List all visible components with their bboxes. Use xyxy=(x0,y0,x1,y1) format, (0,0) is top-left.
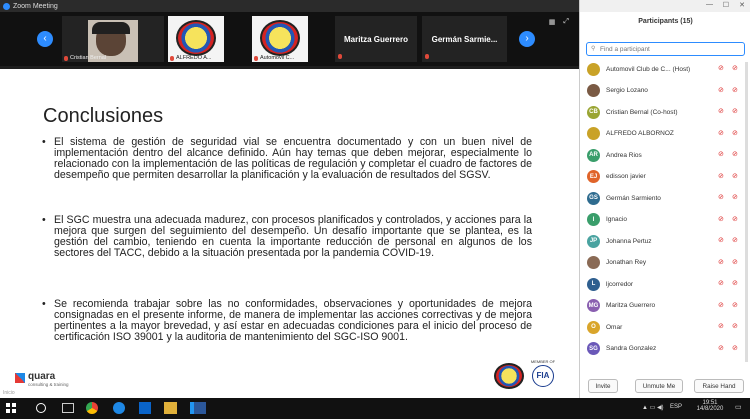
participant-name: Sergio Lozano xyxy=(606,87,648,94)
network-icon[interactable]: ▲ ▭ ◀) xyxy=(642,405,664,411)
avatar: JP xyxy=(587,235,600,248)
avatar: GS xyxy=(587,192,600,205)
participant-row[interactable] xyxy=(580,339,750,359)
file-explorer-icon[interactable] xyxy=(164,402,177,414)
video-off-icon: ⊘ xyxy=(732,301,738,309)
tile-name: Maritza Guerrero xyxy=(343,34,409,44)
video-off-icon: ⊘ xyxy=(732,129,738,137)
muted-mic-icon: ⊘ xyxy=(718,151,724,158)
video-off-icon: ⊘ xyxy=(732,172,738,180)
video-tile[interactable] xyxy=(335,16,417,62)
video-off-icon: ⊘ xyxy=(732,108,738,115)
participant-name: Omar xyxy=(606,323,623,331)
outlook-icon[interactable] xyxy=(139,402,151,414)
participant-row[interactable] xyxy=(580,210,750,230)
tile-name: Automovil C... xyxy=(254,55,294,61)
video-off-icon: ⊘ xyxy=(732,215,738,223)
video-off-icon: ⊘ xyxy=(732,237,738,244)
notifications-icon[interactable]: ▭ xyxy=(735,404,742,411)
avatar xyxy=(587,84,600,97)
window-title: Zoom Meeting xyxy=(13,2,58,10)
video-off-icon: ⊘ xyxy=(732,280,738,287)
participant-row[interactable] xyxy=(580,274,750,294)
participant-row[interactable] xyxy=(580,145,750,165)
participant-name: Ignacio xyxy=(606,216,627,223)
participant-row[interactable] xyxy=(580,231,750,251)
muted-mic-icon xyxy=(64,56,68,61)
muted-mic-icon: ⊘ xyxy=(718,65,724,72)
muted-mic-icon: ⊘ xyxy=(718,237,724,244)
muted-mic-icon: ⊘ xyxy=(718,129,724,137)
muted-mic-icon: ⊘ xyxy=(718,108,724,115)
muted-mic-icon: ⊘ xyxy=(718,172,724,180)
unmute-me-button[interactable]: Unmute Me xyxy=(635,379,683,393)
avatar: CB xyxy=(587,106,600,119)
video-off-icon: ⊘ xyxy=(732,258,738,266)
participant-row[interactable] xyxy=(580,188,750,208)
video-strip xyxy=(0,12,579,66)
muted-mic-icon xyxy=(254,56,258,61)
video-off-icon: ⊘ xyxy=(732,194,738,201)
participant-name: Andrea Rios xyxy=(606,151,642,159)
participant-name: Automovil Club de C... (Host) xyxy=(606,65,691,73)
fia-logo: MEMBER OF FIA xyxy=(528,359,558,389)
video-tile[interactable] xyxy=(62,16,164,62)
participant-row[interactable] xyxy=(580,317,750,337)
prev-page-button[interactable]: ‹ xyxy=(37,31,53,47)
participant-name: ljcorredor xyxy=(606,280,634,288)
participant-name: Cristian Bernal (Co-host) xyxy=(606,108,678,116)
club-logo xyxy=(260,20,300,56)
edge-icon[interactable] xyxy=(113,402,125,414)
muted-mic-icon xyxy=(338,54,342,59)
muted-mic-icon: ⊘ xyxy=(718,194,724,201)
title-bar xyxy=(0,0,579,12)
participant-row[interactable] xyxy=(580,296,750,316)
muted-mic-icon: ⊘ xyxy=(718,215,724,223)
muted-mic-icon: ⊘ xyxy=(718,301,724,309)
quara-logo: quara consulting & training xyxy=(15,371,75,393)
fullscreen-icon[interactable]: ⤢ xyxy=(563,18,569,25)
search-icon: ⚲ xyxy=(591,46,596,52)
gallery-view-icon[interactable]: ▦ xyxy=(548,19,556,26)
slide-bullet: • El sistema de gestión de seguridad vial se encuentra documentado y con un buen nivel de implementación dentro del alcance definido. Aún hay temas que deben mejorar, especialmente lo relacionado con la implementación de las políticas de regulación y completar el cuadro de factores de desempeño que permiten desarrollar la planificación y la evaluación de resultados del SGSV. xyxy=(42,137,532,181)
slide-bullet: • Se recomienda trabajar sobre las no conformidades, observaciones y oportunidades de mejora consignadas en el presente informe, de manera de implementar las acciones correctivas y de mejora pertinentes a la mayor brevedad, y así estar en adecuadas condiciones para el inicio del proceso de certificación ISO 39001 y la auditoria de mantenimiento del SGC-ISO 9001. xyxy=(42,299,532,343)
clock[interactable]: 19:51 14/8/2020 xyxy=(696,400,724,412)
panel-title-bar xyxy=(580,0,750,12)
participant-name: Germán Sarmiento xyxy=(606,194,661,202)
participants-panel xyxy=(579,0,750,398)
tile-name: Germán Sarmie... xyxy=(431,34,498,44)
shared-screen-slide xyxy=(0,69,579,398)
video-tile[interactable] xyxy=(422,16,507,62)
next-page-button[interactable]: › xyxy=(519,31,535,47)
participant-search[interactable] xyxy=(586,42,745,56)
participant-name: Jonathan Rey xyxy=(606,259,647,266)
avatar xyxy=(587,63,600,76)
avatar xyxy=(587,256,600,269)
video-off-icon: ⊘ xyxy=(732,65,738,72)
video-tile[interactable] xyxy=(252,16,308,62)
chrome-icon[interactable] xyxy=(86,402,98,414)
muted-mic-icon: ⊘ xyxy=(718,344,724,352)
participant-row[interactable] xyxy=(580,124,750,144)
zoom-logo-icon xyxy=(3,3,10,10)
avatar: EJ xyxy=(587,170,600,183)
task-view-icon[interactable] xyxy=(62,403,74,413)
scrollbar[interactable] xyxy=(745,62,748,362)
club-logo xyxy=(176,20,216,56)
avatar: L xyxy=(587,278,600,291)
muted-mic-icon: ⊘ xyxy=(718,280,724,287)
word-icon[interactable] xyxy=(194,402,206,414)
video-off-icon: ⊘ xyxy=(732,344,738,352)
language-indicator[interactable]: ESP xyxy=(670,404,683,410)
avatar: MG xyxy=(587,299,600,312)
window-controls xyxy=(549,18,569,26)
close-icon[interactable]: ✕ xyxy=(739,2,745,9)
participant-row[interactable] xyxy=(580,59,750,79)
tile-name: ALFREDO A... xyxy=(170,55,211,61)
start-label: Inicio xyxy=(3,390,15,396)
club-logo xyxy=(494,363,524,389)
participant-name: ALFREDO ALBORNOZ xyxy=(606,130,674,137)
muted-mic-icon xyxy=(170,56,174,61)
search-input[interactable] xyxy=(600,44,740,54)
participant-name: Sandra Gonzalez xyxy=(606,345,657,352)
avatar: AR xyxy=(587,149,600,162)
participant-row[interactable] xyxy=(580,81,750,101)
participants-header: Participants (15) xyxy=(638,18,693,25)
video-tile[interactable] xyxy=(168,16,224,62)
muted-mic-icon xyxy=(425,54,429,59)
cortana-icon[interactable] xyxy=(36,403,46,413)
maximize-icon[interactable]: ☐ xyxy=(722,2,729,9)
video-off-icon: ⊘ xyxy=(732,323,738,330)
raise-hand-button[interactable]: Raise Hand xyxy=(694,379,744,393)
minimize-icon[interactable]: — xyxy=(706,1,713,8)
avatar xyxy=(587,127,600,140)
avatar: I xyxy=(587,213,600,226)
muted-mic-icon: ⊘ xyxy=(718,86,724,94)
slide-bullet: • El SGC muestra una adecuada madurez, con procesos planificados y controlados, y acciones para la mejora que surgen del seguimiento del desempeño. Un desafío importante que se plantea, es la gestión del cambio, teniendo en cuenta la importante reducción de personal en algunos de los sectores del TACC, debido a la situación presentada por la pandemia COVID-19. xyxy=(42,215,532,259)
video-off-icon: ⊘ xyxy=(732,151,738,158)
windows-taskbar xyxy=(0,390,750,419)
video-off-icon: ⊘ xyxy=(732,86,738,94)
participant-name: Johanna Pertuz xyxy=(606,237,652,245)
muted-mic-icon: ⊘ xyxy=(718,323,724,330)
participant-row[interactable] xyxy=(580,102,750,122)
participant-row[interactable] xyxy=(580,167,750,187)
headphones-icon xyxy=(92,22,130,34)
avatar: O xyxy=(587,321,600,334)
participant-row[interactable] xyxy=(580,253,750,273)
tile-name: Cristian Bernal xyxy=(64,55,106,61)
slide-title: Conclusiones xyxy=(43,105,164,127)
invite-button[interactable]: Invite xyxy=(588,379,618,393)
participant-name: Maritza Guerrero xyxy=(606,302,656,309)
avatar: SG xyxy=(587,342,600,355)
windows-start-icon[interactable] xyxy=(6,403,16,413)
participant-name: edisson javier xyxy=(606,173,646,180)
muted-mic-icon: ⊘ xyxy=(718,258,724,266)
